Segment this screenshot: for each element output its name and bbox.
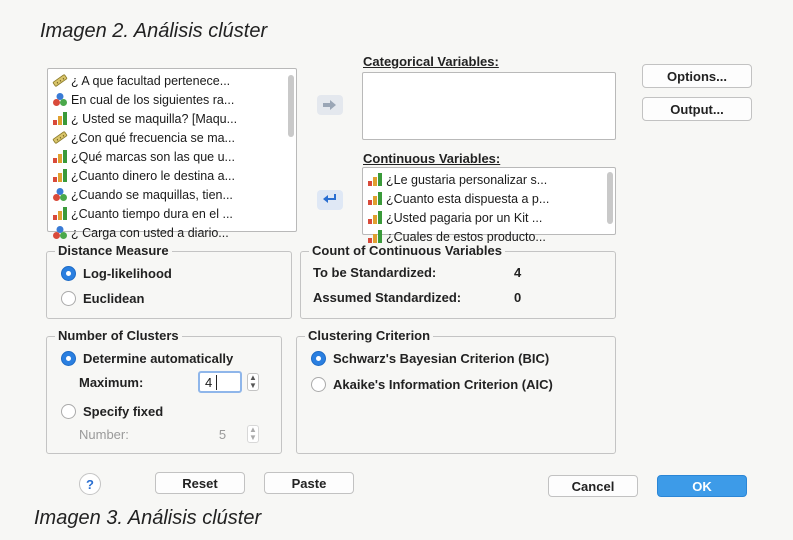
help-button[interactable]: ? bbox=[79, 473, 101, 495]
list-item-label: ¿Con qué frecuencia se ma... bbox=[71, 130, 235, 145]
scale-icon bbox=[52, 168, 68, 183]
continuous-list-scrollbar[interactable] bbox=[607, 172, 613, 224]
assumed-standardized-label: Assumed Standardized: bbox=[313, 290, 462, 305]
clustering-criterion-group bbox=[296, 328, 616, 454]
list-item[interactable] bbox=[48, 90, 296, 109]
output-button[interactable]: Output... bbox=[642, 97, 752, 121]
specify-fixed-label: Specify fixed bbox=[83, 404, 164, 419]
list-item-label: ¿ Carga con usted a diario... bbox=[71, 225, 229, 240]
number-value: 5 bbox=[218, 426, 227, 442]
number-label: Number: bbox=[79, 427, 129, 442]
number-stepper[interactable]: ▲ ▼ bbox=[247, 425, 259, 443]
determine-automatically-label: Determine automatically bbox=[83, 351, 234, 366]
distance-measure-group bbox=[46, 243, 292, 319]
radio-unselected-icon bbox=[311, 377, 326, 392]
list-item-label: ¿Qué marcas son las que u... bbox=[71, 149, 235, 164]
clustering-criterion-title: Clustering Criterion bbox=[305, 328, 433, 343]
source-variable-list[interactable] bbox=[47, 68, 297, 240]
maximum-label: Maximum: bbox=[79, 375, 144, 390]
categorical-variables-title: Categorical Variables: bbox=[363, 54, 499, 69]
move-to-categorical-button[interactable] bbox=[317, 95, 343, 115]
list-item[interactable] bbox=[48, 204, 296, 223]
list-item-label: ¿ Usted se maquilla? [Maqu... bbox=[71, 111, 238, 126]
continuous-variables-list[interactable] bbox=[362, 167, 616, 244]
list-item-label: ¿Le gustaria personalizar s... bbox=[386, 172, 548, 187]
list-item[interactable] bbox=[48, 109, 296, 128]
scale-icon bbox=[367, 210, 383, 225]
cancel-button[interactable]: Cancel bbox=[548, 475, 638, 497]
list-item-label: ¿Cuales de estos producto... bbox=[386, 229, 546, 244]
aic-label: Akaike's Information Criterion (AIC) bbox=[333, 377, 553, 392]
scale-icon bbox=[52, 111, 68, 126]
determine-automatically-radio[interactable] bbox=[61, 351, 233, 366]
categorical-variables-list[interactable] bbox=[362, 72, 616, 140]
scale-icon bbox=[52, 149, 68, 164]
reset-button[interactable]: Reset bbox=[155, 472, 245, 494]
to-be-standardized-value: 4 bbox=[514, 265, 522, 280]
bic-label: Schwarz's Bayesian Criterion (BIC) bbox=[333, 351, 550, 366]
list-item-label: ¿Cuanto dinero le destina a... bbox=[71, 168, 235, 183]
ok-button[interactable]: OK bbox=[657, 475, 747, 497]
euclidean-label: Euclidean bbox=[83, 291, 145, 306]
list-item-label: En cual de los siguientes ra... bbox=[71, 92, 235, 107]
list-item[interactable] bbox=[48, 128, 296, 147]
log-likelihood-label: Log-likelihood bbox=[83, 266, 172, 281]
arrow-return-left-icon bbox=[322, 193, 338, 207]
source-list-scrollbar[interactable] bbox=[288, 75, 294, 137]
list-item-label: ¿Cuanto tiempo dura en el ... bbox=[71, 206, 233, 221]
list-item-label: ¿ A que facultad pertenece... bbox=[71, 73, 231, 88]
arrow-right-icon bbox=[322, 99, 338, 111]
assumed-standardized-value: 0 bbox=[514, 290, 522, 305]
list-item[interactable] bbox=[48, 185, 296, 204]
scale-icon bbox=[367, 172, 383, 187]
bic-radio[interactable] bbox=[311, 351, 549, 366]
radio-unselected-icon bbox=[61, 291, 76, 306]
specify-fixed-radio[interactable] bbox=[61, 404, 163, 419]
maximum-input[interactable] bbox=[198, 371, 242, 393]
radio-selected-icon bbox=[61, 351, 76, 366]
list-item[interactable] bbox=[48, 71, 296, 90]
list-item[interactable] bbox=[48, 166, 296, 185]
distance-measure-title: Distance Measure bbox=[55, 243, 172, 258]
scale-icon bbox=[367, 229, 383, 244]
count-continuous-group bbox=[300, 243, 616, 319]
number-of-clusters-group bbox=[46, 328, 282, 454]
ruler-icon bbox=[52, 73, 68, 88]
aic-radio[interactable] bbox=[311, 377, 553, 392]
paste-button[interactable]: Paste bbox=[264, 472, 354, 494]
scale-icon bbox=[367, 191, 383, 206]
number-of-clusters-title: Number of Clusters bbox=[55, 328, 182, 343]
list-item[interactable] bbox=[363, 170, 615, 189]
radio-selected-icon bbox=[61, 266, 76, 281]
list-item[interactable] bbox=[363, 208, 615, 227]
list-item-label: ¿Cuanto esta dispuesta a p... bbox=[386, 191, 550, 206]
caption-top: Imagen 2. Análisis clúster bbox=[40, 20, 268, 42]
caption-bottom: Imagen 3. Análisis clúster bbox=[34, 507, 262, 529]
scale-icon bbox=[52, 206, 68, 221]
nominal-icon bbox=[52, 225, 68, 240]
list-item[interactable] bbox=[48, 223, 296, 242]
log-likelihood-radio[interactable] bbox=[61, 266, 172, 281]
nominal-icon bbox=[52, 187, 68, 202]
text-cursor bbox=[216, 375, 217, 390]
options-button[interactable]: Options... bbox=[642, 64, 752, 88]
to-be-standardized-label: To be Standardized: bbox=[313, 265, 437, 280]
continuous-variables-title: Continuous Variables: bbox=[363, 151, 501, 166]
euclidean-radio[interactable] bbox=[61, 291, 144, 306]
maximum-value: 4 bbox=[205, 374, 213, 390]
move-to-continuous-button[interactable] bbox=[317, 190, 343, 210]
list-item[interactable] bbox=[363, 189, 615, 208]
list-item-label: ¿Cuando se maquillas, tien... bbox=[71, 187, 233, 202]
number-input[interactable] bbox=[198, 423, 242, 445]
count-continuous-title: Count of Continuous Variables bbox=[309, 243, 505, 258]
list-item[interactable] bbox=[48, 147, 296, 166]
list-item-label: ¿Usted pagaria por un Kit ... bbox=[386, 210, 543, 225]
radio-unselected-icon bbox=[61, 404, 76, 419]
nominal-icon bbox=[52, 92, 68, 107]
maximum-stepper[interactable]: ▲ ▼ bbox=[247, 373, 259, 391]
ruler-icon bbox=[52, 130, 68, 145]
radio-selected-icon bbox=[311, 351, 326, 366]
